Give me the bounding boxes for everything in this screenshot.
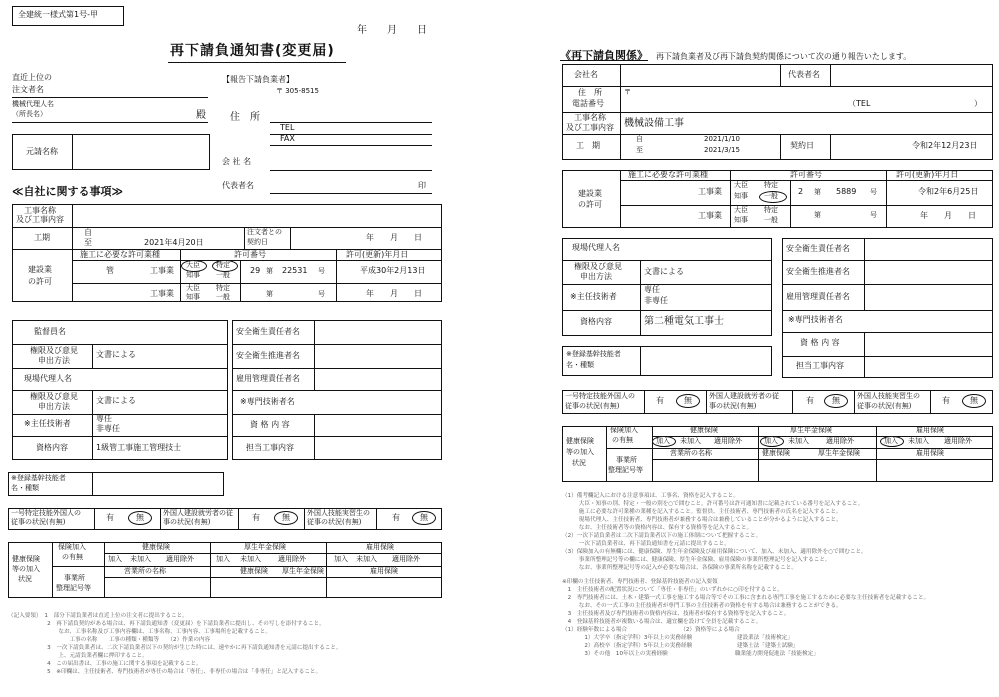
work-name-label-1: 工事名称 [24, 206, 56, 215]
right-period-to-date: 2021/3/15 [704, 146, 740, 154]
work-name-label-2: 及び工事内容 [16, 215, 64, 224]
right-tokutei-2: 特定 [764, 206, 778, 214]
right-construction-permit-1: 建設業 [578, 189, 602, 198]
chief-engineer-label: ※主任技術者 [24, 419, 71, 428]
company-label: 会 社 名 [222, 157, 252, 166]
pension-office-header: 厚生年金保険 [282, 567, 324, 575]
right-period-to: 至 [636, 146, 643, 154]
right-health-kanyu: 加入 [656, 437, 670, 445]
health-tekiyo: 適用除外 [166, 555, 194, 563]
specialist-label: ※専門技術者名 [240, 397, 295, 406]
right-address-label-1: 住 所 [578, 88, 602, 97]
right-office-1: 事業所 [616, 456, 637, 464]
right-authority-1: 権限及び意見 [574, 262, 622, 271]
foreign-1-no: 無 [136, 513, 144, 522]
right-permit-header-date: 許可(更新)年月日 [896, 170, 959, 179]
supervisor-label: 監督員名 [34, 327, 66, 336]
right-work-name-value: 機械設備工事 [624, 118, 684, 129]
right-permit-date-2: 年 月 日 [920, 211, 976, 220]
right-health-tekiyo: 適用除外 [714, 437, 742, 445]
foreign-1-no-circle [128, 511, 152, 525]
insurance-1: 健康保険 [12, 555, 40, 563]
trade-1: 管 [106, 266, 114, 275]
right-work-name-2: 及び工事内容 [566, 123, 614, 132]
right-contract-date-value: 令和2年12月23日 [912, 141, 978, 150]
pension-header: 厚生年金保険 [244, 543, 286, 551]
rep-label: 代表者名 [222, 181, 254, 190]
contract-date: 年 月 日 [366, 233, 422, 242]
right-construction-permit-2: の許可 [578, 200, 602, 209]
right-employment-mikanyu: 未加入 [908, 437, 929, 445]
permit-date-2: 年 月 日 [366, 289, 422, 298]
form-number: 全建統一様式第1号-甲 [18, 10, 98, 19]
qualification-value: 1級管工事施工管理技士 [96, 443, 182, 452]
office-1: 事業所 [64, 574, 85, 582]
right-work-name-1: 工事名称 [574, 113, 606, 122]
foreign-3-no: 無 [420, 513, 428, 522]
site-agent-label: 現場代理人名 [24, 374, 72, 383]
foreign-1b: 従事の状況(有無) [11, 518, 66, 526]
seal: 印 [418, 181, 426, 190]
insurance-3: 状況 [18, 575, 32, 583]
right-foreign-2-no: 無 [832, 396, 840, 405]
right-permit-header-number: 許可番号 [790, 170, 822, 179]
employment-kanyu: 加入 [334, 555, 348, 563]
health-kanyu: 加入 [108, 555, 122, 563]
employment-office-header: 雇用保険 [370, 567, 398, 575]
permit-no-1-a: 29 [250, 266, 261, 275]
tel-label: TEL [280, 123, 295, 132]
right-period-from-date: 2021/1/10 [704, 135, 740, 143]
right-pension-mikanyu: 未加入 [788, 437, 809, 445]
registered-skill-2: 名・種類 [11, 484, 39, 492]
right-registered-skill-1: ※登録基幹技能者 [566, 350, 621, 358]
right-ippan-2: 一般 [764, 216, 778, 224]
pension-tekiyo: 適用除外 [278, 555, 306, 563]
permit-dai-2: 第 [266, 290, 273, 298]
permit-date-1: 平成30年2月13日 [360, 266, 426, 275]
right-insurance-1: 健康保険 [566, 437, 594, 445]
employment-manager-label: 雇用管理責任者名 [236, 374, 300, 383]
right-trade-2-suffix: 工事業 [698, 211, 722, 220]
by-document-1: 文書による [96, 350, 136, 359]
period-label: 工期 [34, 233, 50, 242]
right-foreign-2b: 事の状況(有無) [709, 402, 757, 410]
health-office-header: 健康保険 [240, 567, 268, 575]
by-document-2: 文書による [96, 396, 136, 405]
permit-no-1-b: 22531 [282, 266, 308, 275]
right-health-kanyu-circle [652, 436, 676, 447]
daijin-2: 大臣 [186, 284, 200, 292]
right-daijin-2: 大臣 [734, 206, 748, 214]
right-period-label: 工 期 [576, 141, 600, 150]
qualification-label: 資格内容 [36, 443, 68, 452]
prime-contractor-label: 元請名称 [26, 147, 58, 156]
foreign-2-yes: 有 [252, 513, 260, 522]
period-to-date: 2021年4月20日 [144, 238, 204, 247]
right-chiji-1: 知事 [734, 192, 748, 200]
right-foreign-3-yes: 有 [942, 396, 950, 405]
right-pension-kanyu-circle [760, 436, 784, 447]
right-permit-dai-1: 第 [814, 188, 821, 196]
right-authority-2: 申出方法 [580, 272, 612, 281]
enroll-1: 保険加入 [58, 543, 86, 551]
right-foreign-3-no-circle [962, 394, 986, 408]
construction-permit-2: の許可 [28, 277, 52, 286]
right-notes: （1）備考欄記入における注意事項は、工事名、資格を記入すること。 大臣・知事の別、特定・一般の別を○で囲むこと。許可番号は許可通知書に記載されている番号を記入すること。 施工に必要な許可業種の業種を記入すること。監督員、主任技術者、専門技術者の氏名を記入すること。 現場代理人、主任技術者、専門技術者が兼務する場合は兼務していることが分かるように記入すること。 なお、主任技術者等の資格内容は、保有する資格等を記入すること。 （2）一次下請負業者は二次下請負業者以下の施工体制について把握すること。 一次下請負業者は、再下請負通知書を元請に提出すること。 （3）保険加入の有無欄には、健康保険、厚生年金保険及び雇用保険について、加入、未加入、適用除外を○で囲むこと。 事業所整理記号等の欄には、健康保険、厚生年金保険、雇用保険の事業所整理記号を記入すること。 なお、事業所整理記号等の記入が必要な場合は、各保険の事業所名称を記載すること。 ※印欄の主任技術者、専門技術者、登録基幹技能者の記入要領 1 主任技術者の配置状況について「専任・非専任」のいずれかに○印を付すること。 2 専門技術者には、土木・建築一式工事を施工する場合等でその工事に含まれる専門工事を施工するために必要な主任技術者を記載すること。 なお、その一式工事の主任技術者が専門工事の主任技術者の資格を有する場合は兼務することができる。 3 主任技術者及び専門技術者の資格内容は、技術者が保有する資格等を記入すること。 4 登録基幹技能者が複数いる場合は、適宜欄を設けて全員を記載すること。 （1）経験年数による場合 （2）資格等による場合 1）大学卒（指定学科）3年以上の実務経験 建設業法「技術検定」 2）高校卒（指定学科）5年以上の実務経験 建築士法「建築士試験」 3）その他 10年以上の実務経験 職業能力開発促進法「技能検定」 [562, 493, 930, 657]
right-chief-engineer: ※主任技術者 [570, 292, 617, 301]
order-contract-2: 契約日 [247, 238, 268, 246]
right-pension-tekiyo: 適用除外 [826, 437, 854, 445]
right-foreign-2-yes: 有 [806, 396, 814, 405]
employment-tekiyo: 適用除外 [392, 555, 420, 563]
hisenin-label: 非専任 [96, 424, 120, 433]
foreign-3-no-circle [412, 511, 436, 525]
agent-label-2: （所長名） [12, 110, 47, 118]
right-site-agent-label: 現場代理人名 [572, 243, 620, 252]
employment-mikanyu: 未加入 [356, 555, 377, 563]
authority-label-1b: 申出方法 [38, 356, 70, 365]
right-permit-header-trade: 施工に必要な許可業種 [628, 170, 708, 179]
right-insurance-3: 状況 [572, 459, 586, 467]
right-tel-close: ） [974, 99, 982, 108]
right-foreign-1b: 従事の状況(有無) [565, 402, 620, 410]
safety-manager-label: 安全衛生責任者名 [236, 327, 300, 336]
period-from: 自 [84, 228, 92, 237]
right-health-office-header: 健康保険 [762, 449, 790, 457]
right-safety-manager: 安全衛生責任者名 [786, 244, 850, 253]
right-pension-kanyu: 加入 [764, 437, 778, 445]
right-qual-content: 資 格 内 容 [800, 338, 840, 347]
chiji-2: 知事 [186, 293, 200, 301]
right-pension-office-header: 厚生年金保険 [818, 449, 860, 457]
right-section-desc: 再下請負業者及び再下請負契約関係について次の通り報告いたします。 [656, 52, 912, 61]
right-employment-manager: 雇用管理責任者名 [786, 292, 850, 301]
pension-mikanyu: 未加入 [240, 555, 261, 563]
right-period-from: 自 [636, 135, 643, 143]
right-permit-go-1: 号 [870, 188, 877, 196]
right-foreign-1-no-circle [676, 394, 700, 408]
address-label: 住 所 [230, 112, 260, 123]
right-foreign-3-no: 無 [970, 396, 978, 405]
senin-label: 専任 [96, 414, 112, 423]
right-foreign-1a: 一号特定技能外国人の [565, 392, 635, 400]
agent-label-1: 機械代理人名 [12, 100, 54, 108]
foreign-2-no-circle [274, 511, 298, 525]
right-permit-dai-2: 第 [814, 211, 821, 219]
office-2: 整理記号等 [56, 584, 91, 592]
fax-label: FAX [280, 134, 295, 143]
right-senin: 専任 [644, 285, 660, 294]
pension-kanyu: 加入 [216, 555, 230, 563]
authority-label-1a: 権限及び意見 [30, 346, 78, 355]
right-rep-label: 代表者名 [788, 70, 820, 79]
period-to: 至 [84, 238, 92, 247]
right-health-mikanyu: 未加入 [680, 437, 701, 445]
right-postal-mark: 〒 [624, 88, 631, 96]
right-ippan-circle-1 [759, 191, 787, 203]
right-enroll-1: 保険加入 [610, 426, 638, 434]
right-foreign-1-yes: 有 [656, 396, 664, 405]
foreign-3-yes: 有 [392, 513, 400, 522]
right-section-title: 《再下請負関係》 [560, 49, 648, 62]
left-title: 再下請負通知書(変更届) [170, 43, 335, 59]
right-foreign-3a: 外国人技能実習生の [857, 392, 920, 400]
right-hisenin: 非専任 [644, 296, 668, 305]
right-foreign-1-no: 無 [684, 396, 692, 405]
right-insurance-2: 等の加入 [566, 448, 594, 456]
right-company-label: 会社名 [574, 70, 598, 79]
right-trade-1-suffix: 工事業 [698, 187, 722, 196]
right-registered-skill-2: 名・種類 [566, 361, 594, 369]
right-daijin-1: 大臣 [734, 181, 748, 189]
right-employment-kanyu: 加入 [884, 437, 898, 445]
foreign-3a: 外国人技能実習生の [307, 509, 370, 517]
permit-header-trade: 施工に必要な許可業種 [80, 250, 160, 259]
left-section-title: ≪自社に関する事項≫ [12, 185, 124, 198]
foreign-3b: 従事の状況(有無) [307, 518, 362, 526]
right-tokutei-1: 特定 [764, 181, 778, 189]
foreign-2-no: 無 [282, 513, 290, 522]
right-foreign-2a: 外国人建設就労者の従 [709, 392, 779, 400]
right-by-document: 文書による [644, 267, 684, 276]
right-office-2: 整理記号等 [608, 466, 643, 474]
header-date: 年 月 日 [357, 25, 427, 36]
right-employment-tekiyo: 適用除外 [944, 437, 972, 445]
right-chiji-2: 知事 [734, 216, 748, 224]
foreign-1a: 一号特定技能外国人の [11, 509, 81, 517]
right-assigned-work: 担当工事内容 [796, 361, 844, 370]
right-ippan-1: 一般 [764, 192, 778, 200]
health-mikanyu: 未加入 [130, 555, 151, 563]
honorific: 殿 [196, 110, 206, 121]
right-permit-go-2: 号 [870, 211, 877, 219]
right-foreign-3b: 従事の状況(有無) [857, 402, 912, 410]
registered-skill-1: ※登録基幹技能者 [11, 474, 66, 482]
ippan-1: 一般 [216, 271, 230, 279]
construction-permit-1: 建設業 [28, 265, 52, 274]
health-header: 健康保険 [142, 543, 170, 551]
right-foreign-2-no-circle [824, 394, 848, 408]
prime-label-1: 直近上位の [12, 73, 52, 82]
authority-label-2b: 申出方法 [38, 402, 70, 411]
insurance-2: 等の加入 [12, 565, 40, 573]
permit-go-2: 号 [318, 290, 325, 298]
right-address-label-2: 電話番号 [572, 99, 604, 108]
right-specialist: ※専門技術者名 [788, 315, 843, 324]
right-qualification-value: 第二種電気工事士 [644, 316, 724, 327]
tokutei-1: 特定 [216, 261, 230, 269]
right-enroll-2: の有無 [612, 436, 633, 444]
authority-label-2a: 権限及び意見 [30, 392, 78, 401]
assigned-work-label: 担当工事内容 [246, 443, 294, 452]
prime-label-2: 注文者名 [12, 85, 44, 94]
daijin-1: 大臣 [186, 261, 200, 269]
right-safety-promoter: 安全衛生推進者名 [786, 267, 850, 276]
foreign-1-yes: 有 [106, 513, 114, 522]
right-office-name-header: 営業所の名称 [670, 449, 712, 457]
right-tel-open: （TEL [848, 99, 871, 108]
right-safety-table [782, 238, 993, 378]
right-qualification: 資格内容 [580, 317, 612, 326]
right-permit-date-1: 令和2年6月25日 [918, 187, 979, 196]
enroll-2: の有無 [62, 553, 83, 561]
right-permit-no-1-a: 2 [798, 187, 804, 196]
permit-header-date: 許可(更新)年月日 [346, 250, 409, 259]
ippan-2: 一般 [216, 293, 230, 301]
permit-dai-1: 第 [266, 267, 273, 275]
trade-2-suffix: 工事業 [150, 289, 174, 298]
reporter-label: 【報告下請負業者】 [222, 75, 294, 84]
safety-promoter-label: 安全衛生推進者名 [236, 351, 300, 360]
tokutei-2: 特定 [216, 284, 230, 292]
left-notes: （記入要領） 1 部分下請負業者は直近上位の注文者に提出すること。 2 再下請負契約がある場合は、再下請負通知書（変更届）を下請負業者に提出し、その写しを添付すること。 なお、工事名称及び工事内容欄は、工事名称、工事内容、工事場所を記載すること。 工事の名称 工事の種類・種類等 （2）作業の内容 3 一次下請負業者は、二次下請負業者以下の契約が生じた時には、速やかに再下請負通知書を元請に提出すること。 上、元請負業者欄に押印すること。 4 この届出書は、工事の施工に関する事項を記載すること。 5 ※印欄は、主任技術者、専門技術者が専任の場合は「専任」、非専任の場合は「非専任」と記入すること。 [8, 613, 342, 675]
right-pension-header: 厚生年金保険 [790, 426, 832, 434]
office-name-header: 営業所の名称 [124, 567, 166, 575]
postal-code: 〒 305-8515 [276, 87, 319, 95]
right-health-header: 健康保険 [690, 426, 718, 434]
employment-header: 雇用保険 [366, 543, 394, 551]
trade-1-suffix: 工事業 [150, 266, 174, 275]
right-employment-office-header: 雇用保険 [916, 449, 944, 457]
permit-go-1: 号 [318, 267, 325, 275]
order-contract-1: 注文者との [247, 228, 282, 236]
right-employment-kanyu-circle [880, 436, 904, 447]
chiji-1: 知事 [186, 271, 200, 279]
foreign-2b: 事の状況(有無) [163, 518, 211, 526]
right-permit-no-1-b: 5889 [836, 187, 857, 196]
right-employment-header: 雇用保険 [916, 426, 944, 434]
chiji-circle-1 [181, 260, 207, 272]
permit-header-number: 許可番号 [234, 250, 266, 259]
qual-content-label: 資 格 内 容 [250, 420, 290, 429]
foreign-2a: 外国人建設就労者の従 [163, 509, 233, 517]
right-contract-date-label: 契約日 [790, 141, 814, 150]
